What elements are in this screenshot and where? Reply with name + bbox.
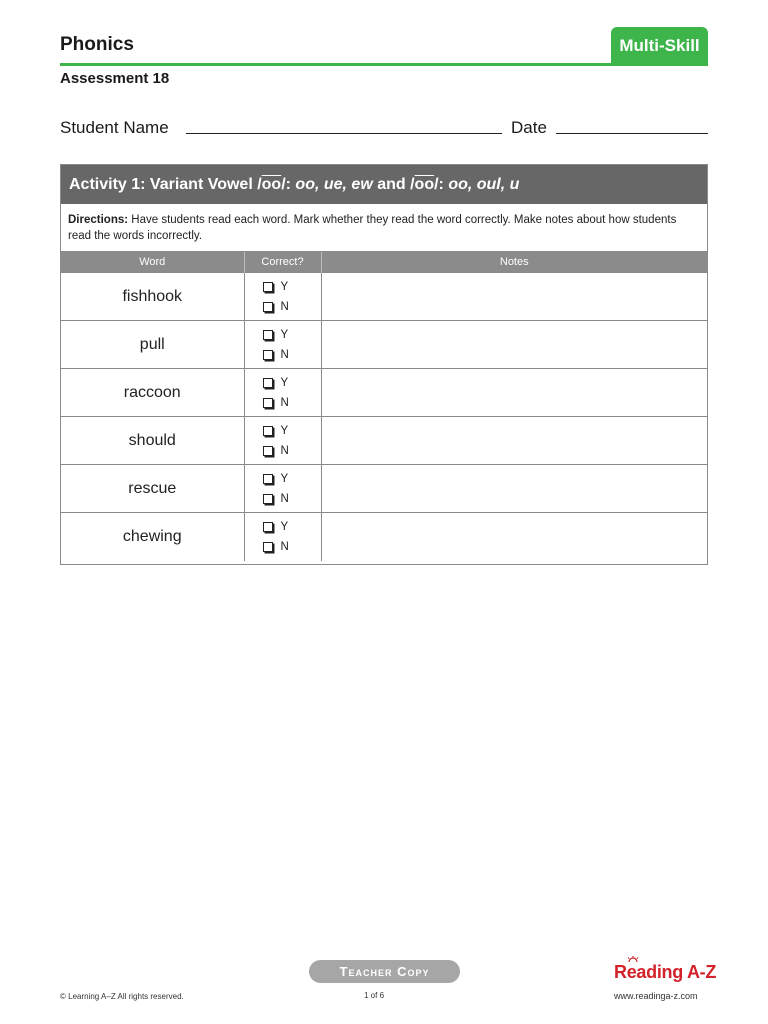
word-cell: fishhook	[61, 273, 244, 321]
assessment-table	[61, 252, 707, 561]
word-cell: should	[61, 417, 244, 465]
no-label: N	[280, 300, 289, 313]
copyright-text: © Learning A–Z All rights reserved.	[60, 992, 184, 1001]
checkbox-icon[interactable]	[263, 426, 273, 436]
yes-label: Y	[280, 424, 289, 437]
teacher-copy-label: Teacher Copy	[309, 960, 460, 983]
table-row	[61, 273, 707, 321]
yes-label: Y	[280, 472, 289, 485]
checkbox-icon[interactable]	[263, 302, 273, 312]
directions	[61, 204, 707, 252]
no-option[interactable]	[263, 489, 321, 509]
notes-cell[interactable]	[321, 513, 707, 561]
word-cell: rescue	[61, 465, 244, 513]
checkbox-icon[interactable]	[263, 282, 273, 292]
correct-cell	[244, 273, 321, 321]
sound-2: $\overline{oo}$	[414, 176, 435, 193]
correct-cell	[244, 321, 321, 369]
activity-title-and: and /	[372, 176, 415, 193]
checkbox-icon[interactable]	[263, 330, 273, 340]
checkbox-icon[interactable]	[263, 378, 273, 388]
activity-title-mid-1: /:	[281, 176, 296, 193]
word-cell: raccoon	[61, 369, 244, 417]
reading-az-logo: Reading A-Z	[614, 962, 717, 982]
yes-option[interactable]	[263, 277, 321, 297]
column-header-correct: Correct?	[244, 252, 321, 273]
yes-option[interactable]	[263, 517, 321, 537]
directions-label: Directions:	[68, 214, 129, 226]
yes-option[interactable]	[263, 325, 321, 345]
notes-cell[interactable]	[321, 465, 707, 513]
no-option[interactable]	[263, 441, 321, 461]
sound-1: $\overline{oo}$	[261, 176, 282, 193]
correct-cell	[244, 513, 321, 561]
checkbox-icon[interactable]	[263, 350, 273, 360]
activity-title-prefix: Activity 1: Variant Vowel /	[69, 176, 262, 193]
multi-skill-badge: Multi-Skill	[611, 27, 708, 65]
assessment-number: Assessment 18	[60, 70, 170, 87]
word-cell: chewing	[61, 513, 244, 561]
table-row	[61, 465, 707, 513]
subject-title: Phonics	[60, 34, 134, 55]
no-option[interactable]	[263, 393, 321, 413]
no-label: N	[280, 444, 289, 457]
checkbox-icon[interactable]	[263, 522, 273, 532]
notes-cell[interactable]	[321, 417, 707, 465]
spellings-1: oo, ue, ew	[295, 176, 373, 193]
notes-cell[interactable]	[321, 321, 707, 369]
activity-title	[61, 165, 707, 204]
yes-label: Y	[280, 280, 289, 293]
spellings-2: oo, oul, u	[448, 176, 520, 193]
date-label: Date	[511, 118, 547, 137]
table-row	[61, 417, 707, 465]
yes-label: Y	[280, 328, 289, 341]
no-label: N	[280, 540, 289, 553]
column-header-notes: Notes	[321, 252, 707, 273]
correct-cell	[244, 465, 321, 513]
no-label: N	[280, 396, 289, 409]
student-name-label: Student Name	[60, 118, 169, 137]
no-label: N	[280, 492, 289, 505]
student-name-line[interactable]	[186, 133, 502, 134]
checkbox-icon[interactable]	[263, 542, 273, 552]
page-number: 1 of 6	[364, 991, 385, 1000]
checkbox-icon[interactable]	[263, 474, 273, 484]
yes-label: Y	[280, 376, 289, 389]
checkbox-icon[interactable]	[263, 494, 273, 504]
yes-option[interactable]	[263, 421, 321, 441]
correct-cell	[244, 369, 321, 417]
notes-cell[interactable]	[321, 369, 707, 417]
no-label: N	[280, 348, 289, 361]
correct-cell	[244, 417, 321, 465]
table-row	[61, 321, 707, 369]
yes-label: Y	[280, 520, 289, 533]
yes-option[interactable]	[263, 469, 321, 489]
word-cell: pull	[61, 321, 244, 369]
table-row	[61, 513, 707, 561]
no-option[interactable]	[263, 345, 321, 365]
activity-title-mid-2: /:	[434, 176, 449, 193]
activity-1-section	[60, 164, 708, 565]
header-rule	[60, 63, 708, 66]
yes-option[interactable]	[263, 373, 321, 393]
checkbox-icon[interactable]	[263, 446, 273, 456]
column-header-word: Word	[61, 252, 244, 273]
checkbox-icon[interactable]	[263, 398, 273, 408]
website-url[interactable]: www.readinga-z.com	[614, 991, 698, 1001]
no-option[interactable]	[263, 297, 321, 317]
directions-text: Have students read each word. Mark whether they read the word correctly. Make notes about how students read the words incorrectly.	[68, 214, 677, 242]
notes-cell[interactable]	[321, 273, 707, 321]
date-line[interactable]	[556, 133, 708, 134]
table-row	[61, 369, 707, 417]
no-option[interactable]	[263, 537, 321, 557]
